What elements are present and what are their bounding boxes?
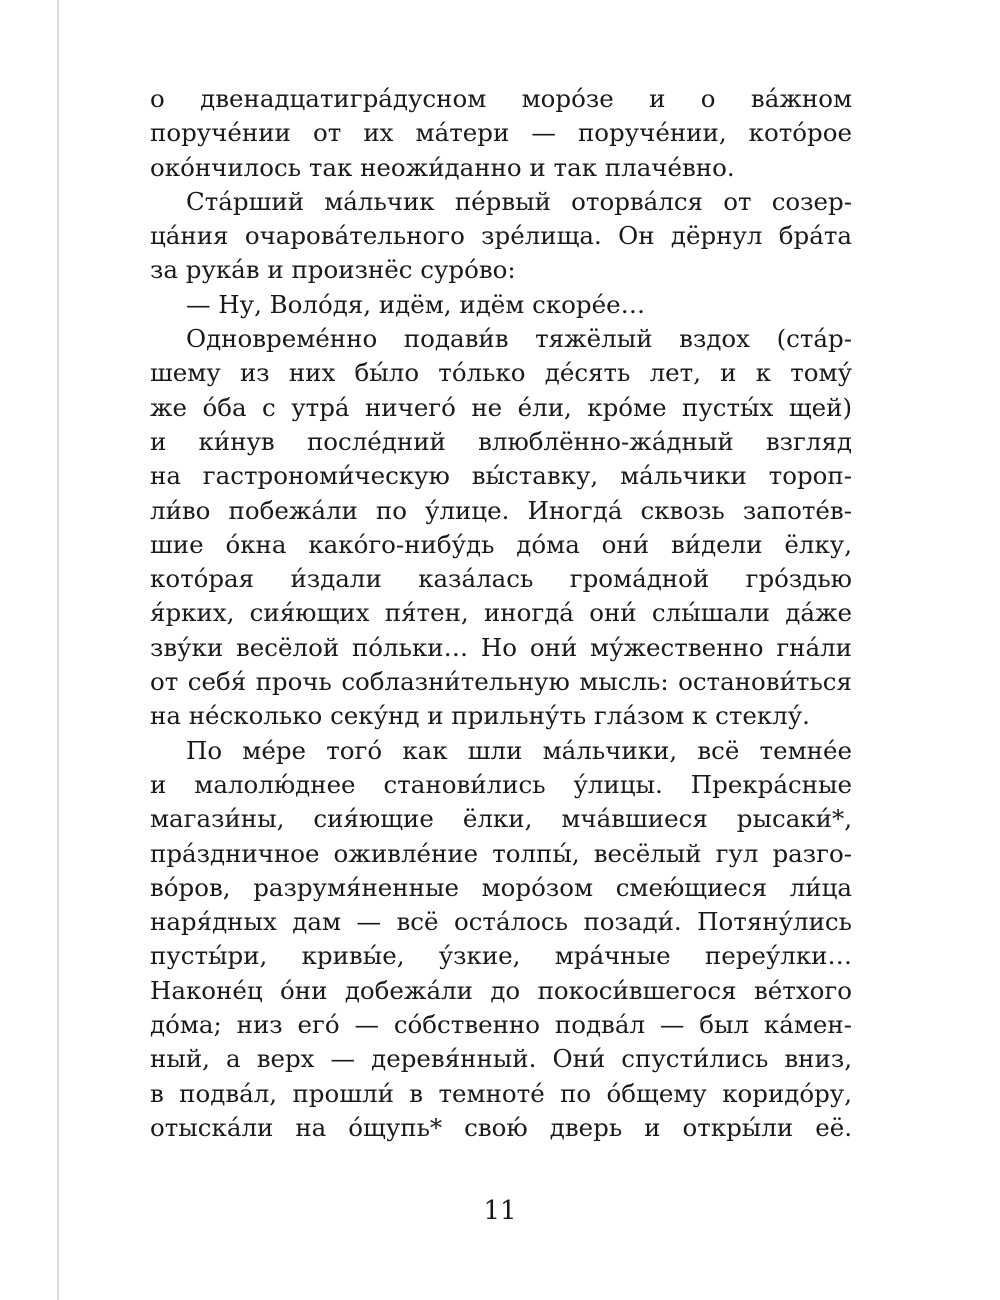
text-line: я́рких, сия́ющих пя́тен, иногда́ они́ слы́шали да́же [150, 598, 852, 628]
text-line: отыска́ли на о́щупь* свою́ дверь и откры́ли её. [150, 1112, 852, 1142]
text-line: поруче́нии от их ма́тери — поруче́нии, кото́рое [150, 118, 852, 148]
text-line: от себя́ прочь соблазни́тельную мысль: останови́ться [150, 667, 852, 697]
text-line: ца́ния очарова́тельного зре́лища. Он дёрнул бра́та [150, 221, 852, 251]
text-line: на не́сколько секу́нд и прильну́ть гла́зом к стеклу́. [150, 701, 810, 731]
text-line: в подва́л, прошли́ в темноте́ по о́бщему коридо́ру, [150, 1078, 852, 1108]
text-line: По ме́ре того́ как шли ма́льчики, всё темне́е [186, 735, 852, 765]
page-number: 11 [483, 1196, 517, 1226]
text-line: око́нчилось так неожи́данно и так плаче́вно. [150, 152, 735, 182]
text-line: и ки́нув после́дний влюблённо-жа́дный взгляд [150, 426, 852, 456]
text-line: зву́ки весёлой по́льки… Но они́ му́жественно гна́ли [150, 632, 852, 662]
text-line: Наконе́ц о́ни добежа́ли до покоси́вшегося ве́тхого [150, 975, 852, 1005]
text-line: пусты́ри, кривы́е, у́зкие, мра́чные переу́лки… [150, 941, 852, 971]
text-line: пра́здничное оживле́ние толпы́, весёлый гул разго- [150, 838, 852, 868]
text-line: же о́ба с утра́ ничего́ не е́ли, кро́ме пусты́х щей) [150, 392, 852, 422]
text-line: кото́рая и́здали каза́лась грома́дной гро́здью [150, 564, 852, 594]
text-line: о двенадцатигра́дусном моро́зе и о ва́жном [150, 84, 852, 113]
text-line: на гастрономи́ческую вы́ставку, ма́льчики тороп- [150, 461, 852, 491]
text-line: и малолю́днее станови́лись у́лицы. Прекра́сные [150, 769, 852, 799]
text-line: до́ма; низ его́ — со́бственно подва́л — был ка́мен- [150, 1010, 852, 1040]
page-left-edge [57, 0, 59, 1300]
text-line: магази́ны, сия́ющие ёлки, мча́вшиеся рысаки́*, [150, 804, 852, 834]
text-line: ли́во побежа́ли по у́лице. Иногда́ сквозь запоте́в- [150, 495, 852, 525]
text-line: во́ров, разрумя́ненные моро́зом смею́щиеся ли́ца [150, 872, 852, 902]
text-line: — Ну, Воло́дя, идём, идём скоре́е… [186, 289, 646, 319]
text-line: Одновреме́нно подави́в тяжёлый вздох (ста́р- [186, 324, 852, 354]
text-line: Ста́рший ма́льчик пе́рвый оторва́лся от созер- [186, 186, 852, 216]
text-line: шие о́кна како́го-нибу́дь до́ма они́ ви́дели ёлку, [150, 529, 852, 559]
page-text-block [150, 82, 852, 1145]
text-line: за рука́в и произнёс суро́во: [150, 255, 516, 285]
text-line: наря́дных дам — всё оста́лось позади́. Потяну́лись [150, 907, 852, 937]
text-line: ный, а верх — деревя́нный. Они́ спусти́лись вниз, [150, 1044, 852, 1074]
text-line: шему из них бы́ло то́лько де́сять лет, и к тому́ [150, 358, 852, 388]
